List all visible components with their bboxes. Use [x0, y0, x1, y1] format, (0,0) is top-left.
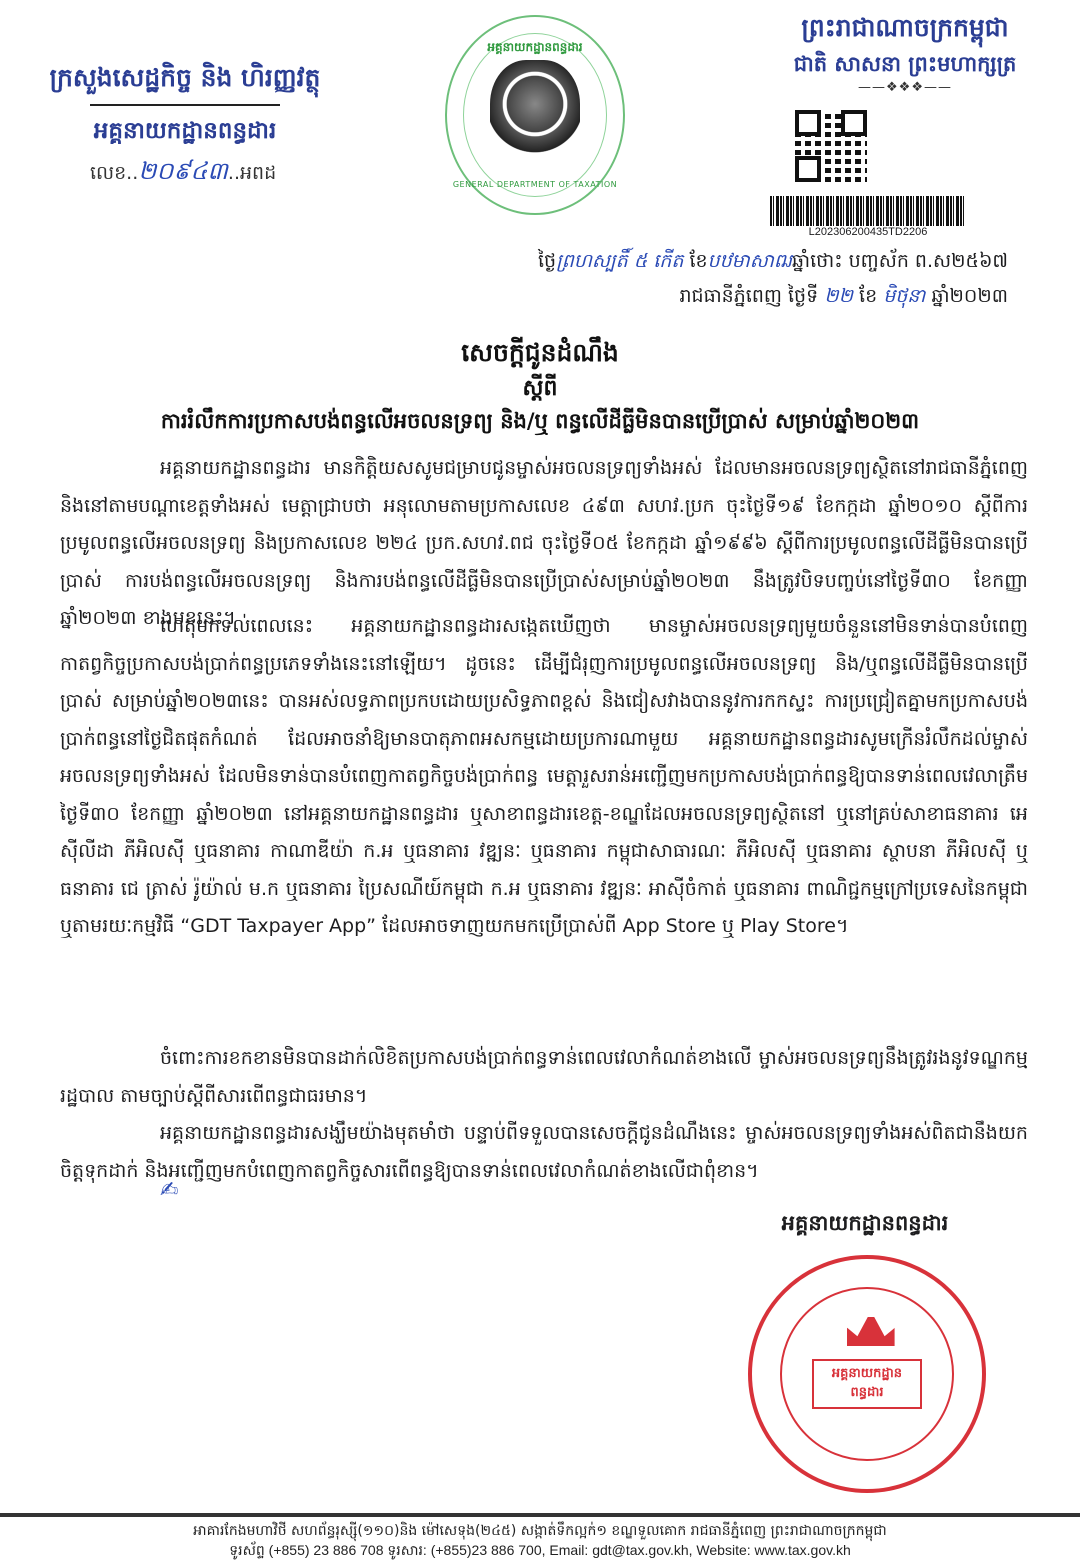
paragraph-text: ហេតុមកទល់ពេលនេះ អគ្គនាយកដ្ឋានពន្ធដារសង្កេតឃើញថា មានម្ចាស់អចលនទ្រព្យមួយចំនួននៅមិនទាន់បានបំពេញកាតព្វកិច្ចប្រកាសបង់ប្រាក់ពន្ធប្រភេទទាំងនេះនៅឡើយ។ ដូចនេះ ដើម្បីជំរុញការប្រមូលពន្ធលើអចលនទ្រព្យ និង/ឬពន្ធលើដីធ្លីមិនបានប្រើប្រាស់ សម្រាប់ឆ្នាំ២០២៣នេះ បានអស់លទ្ធភាពប្រកបដោយប្រសិទ្ធភាពខ្ពស់ និងជៀសវាងបាននូវការកកស្ទះ ការប្រជ្រៀតគ្នាមកប្រកាសបង់ប្រាក់ពន្ធនៅថ្ងៃជិតផុតកំណត់ ដែលអាចនាំឱ្យមានបាតុភាពអសកម្មដោយប្រការណាមួយ អគ្គនាយកដ្ឋានពន្ធដារសូមក្រើនរំលឹកដល់ម្ចាស់អចលនទ្រព្យទាំងអស់ ដែលមិនទាន់បានបំពេញកាតព្វកិច្ចបង់ប្រាក់ពន្ធ មេត្តារួសរាន់អញ្ជើញមកប្រកាសបង់ប្រាក់ពន្ធឱ្យបានទាន់ពេលវេលាត្រឹមថ្ងៃទី៣០ ខែកញ្ញា ឆ្នាំ២០២៣ នៅអគ្គនាយកដ្ឋានពន្ធដារ ឬសាខាពន្ធដារខេត្ត-ខណ្ឌដែលអចលនទ្រព្យស្ថិតនៅ ឬនៅគ្រប់សាខាធនាគារ អេស៊ីលីដា ភីអិលស៊ី ឬធនាគារ កាណាឌីយ៉ា ក.អ ឬធនាគារ វឌ្ឍនៈ ឬធនាគារ កម្ពុជាសាធារណៈ ភីអិលស៊ី ឬធនាគារ ស្ថាបនា ភីអិលស៊ី ឬធនាគារ ជេ ត្រាស់ រ៉ូយ៉ាល់ ម.ក ឬធនាគារ ប្រៃសណីយ៍កម្ពុជា ក.អ ឬធនាគារ វឌ្ឍនៈ អាស៊ីចំកាត់ ឬធនាគារ ពាណិជ្ជកម្មក្រៅប្រទេសនៃកម្ពុជា ឬតាមរយៈកម្មវិធី “GDT Taxpayer App” ដែលអាចទាញយកមកប្រើប្រាស់ពី App Store ឬ Play Store។ — [60, 615, 1028, 937]
month: មិថុនា — [883, 285, 926, 307]
footer-divider — [0, 1513, 1080, 1517]
ref-prefix: លេខ.. — [90, 162, 139, 184]
document-subject: ការរំលឹកការប្រកាសបង់ពន្ធលើអចលនទ្រព្យ និង/ឬ ពន្ធលើដីធ្លីមិនបានប្រើប្រាស់ សម្រាប់ឆ្នាំ២០២៣ — [160, 409, 920, 433]
issue-date — [679, 281, 1008, 311]
month-label: ខែ — [859, 285, 878, 307]
initials-mark: ✍ — [160, 1178, 179, 1203]
official-seal-stamp — [748, 1255, 986, 1493]
reference-number — [20, 156, 350, 191]
lunar-day: ព្រហស្បតិ៍ ៥ កើត — [556, 250, 684, 272]
paragraph-text: ចំពោះការខកខានមិនបានដាក់លិខិតប្រកាសបង់ប្រាក់ពន្ធទាន់ពេលវេលាកំណត់ខាងលើ ម្ចាស់អចលនទ្រព្យនឹងត្រូវរងនូវទណ្ឌកម្មរដ្ឋបាល តាមច្បាប់ស្តីពីសារពើពន្ធជាធរមាន។ — [60, 1047, 1028, 1107]
paragraph-text: អគ្គនាយកដ្ឋានពន្ធដារសង្ឃឹមយ៉ាងមុតមាំថា បន្ទាប់ពីទទួលបានសេចក្តីជូនដំណឹងនេះ ម្ចាស់អចលនទ្រព្យទាំងអស់ពិតជានឹងយកចិត្តទុកដាក់ និងអញ្ជើញមកបំពេញកាតព្វកិច្ចសារពើពន្ធឱ្យបានទាន់ពេលវេលាកំណត់ខាងលើជាពុំខាន។ — [60, 1122, 1028, 1182]
seal-text: អគ្គនាយកដ្ឋានពន្ធដារ — [812, 1359, 922, 1409]
emblem-bottom-text: GENERAL DEPARTMENT OF TAXATION — [452, 180, 618, 189]
paragraph-2 — [60, 608, 1028, 946]
qr-finder — [795, 156, 821, 182]
barcode — [770, 196, 966, 226]
kingdom-name: ព្រះរាជាណាចក្រកម្ពុជា — [801, 13, 1009, 42]
lunar-date — [538, 246, 1008, 276]
footer-address: អាគារកែងមហាវិថី សហព័ន្ធរុស្ស៊ី(១១០)និង ម៉ៅសេទុង(២៤៥) សង្កាត់ទឹកល្អក់១ ខណ្ឌទួលគោក រាជធានីភ្នំពេញ ព្រះរាជាណាចក្រកម្ពុជា — [193, 1523, 887, 1539]
gdt-emblem-logo — [445, 15, 625, 215]
year: ឆ្នាំ២០២៣ — [931, 285, 1008, 307]
ref-number: ២០៩៤៣ — [138, 157, 228, 185]
letterhead-left — [20, 58, 350, 191]
emblem-top-text: អគ្គនាយកដ្ឋានពន្ធដារ — [487, 40, 583, 54]
divider — [90, 104, 280, 106]
department-name: អគ្គនាយកដ្ឋានពន្ធដារ — [93, 118, 277, 144]
qr-finder — [841, 110, 867, 136]
paragraph-text: អគ្គនាយកដ្ឋានពន្ធដារ មានកិត្តិយសសូមជម្រាបជូនម្ចាស់អចលនទ្រព្យទាំងអស់ ដែលមានអចលនទ្រព្យស្ថិតនៅរាជធានីភ្នំពេញ និងនៅតាមបណ្តាខេត្តទាំងអស់ មេត្តាជ្រាបថា អនុលោមតាមប្រកាសលេខ ៤៩៣ សហវ.ប្រក ចុះថ្ងៃទី១៩ ខែកក្កដា ឆ្នាំ២០១០ ស្តីពីការប្រមូលពន្ធលើអចលនទ្រព្យ និងប្រកាសលេខ ២២៤ ប្រក.សហវ.ពជ ចុះថ្ងៃទី០៥ ខែកក្កដា ឆ្នាំ១៩៩៦ ស្តីពីការប្រមូលពន្ធលើដីធ្លីមិនបានប្រើប្រាស់ ការបង់ពន្ធលើអចលនទ្រព្យ និងការបង់ពន្ធលើដីធ្លីមិនបានប្រើប្រាស់សម្រាប់ឆ្នាំ២០២៣ នឹងត្រូវបិទបញ្ចប់នៅថ្ងៃទី៣០ ខែកញ្ញា ឆ្នាំ២០២៣ ខាងមុខនេះ។ — [60, 457, 1028, 629]
ministry-name: ក្រសួងសេដ្ឋកិច្ច និង ហិរញ្ញវត្ថុ — [49, 63, 321, 92]
qr-finder — [795, 110, 821, 136]
document-subtitle: ស្តីពី — [522, 376, 558, 401]
national-motto: ជាតិ សាសនា ព្រះមហាក្សត្រ — [793, 52, 1017, 76]
place-day: រាជធានីភ្នំពេញ ថ្ងៃទី — [679, 285, 819, 307]
paragraph-4 — [60, 1115, 1028, 1190]
barcode-number: L202306200435TD2206 — [808, 226, 928, 238]
lunar-month-label: ខែ — [689, 250, 708, 272]
ref-suffix: ..អពដ — [227, 162, 277, 184]
royal-arms-icon — [490, 60, 580, 170]
day: ២២ — [824, 285, 853, 307]
footer — [0, 1522, 1080, 1560]
lunar-year: ឆ្នាំថោះ បញ្ចស័ក ព.ស២៥៦៧ — [791, 250, 1008, 272]
footer-contact: ទូរស័ព្ទ (+855) 23 886 708 ទូរសារ: (+855)23 886 700, Email: gdt@tax.gov.kh, Website: www.tax.gov.kh — [229, 1542, 851, 1558]
ornament-divider: ——❖❖❖—— — [858, 80, 952, 95]
signature-title: អគ្គនាយកដ្ឋានពន្ធដារ — [781, 1211, 949, 1235]
lunar-month: បឋមាសាឍ — [707, 250, 792, 272]
lunar-prefix: ថ្ងៃ — [538, 250, 557, 272]
paragraph-3 — [60, 1040, 1028, 1115]
letterhead-right — [745, 8, 1065, 95]
document-title: សេចក្តីជូនដំណឹង — [461, 338, 619, 367]
